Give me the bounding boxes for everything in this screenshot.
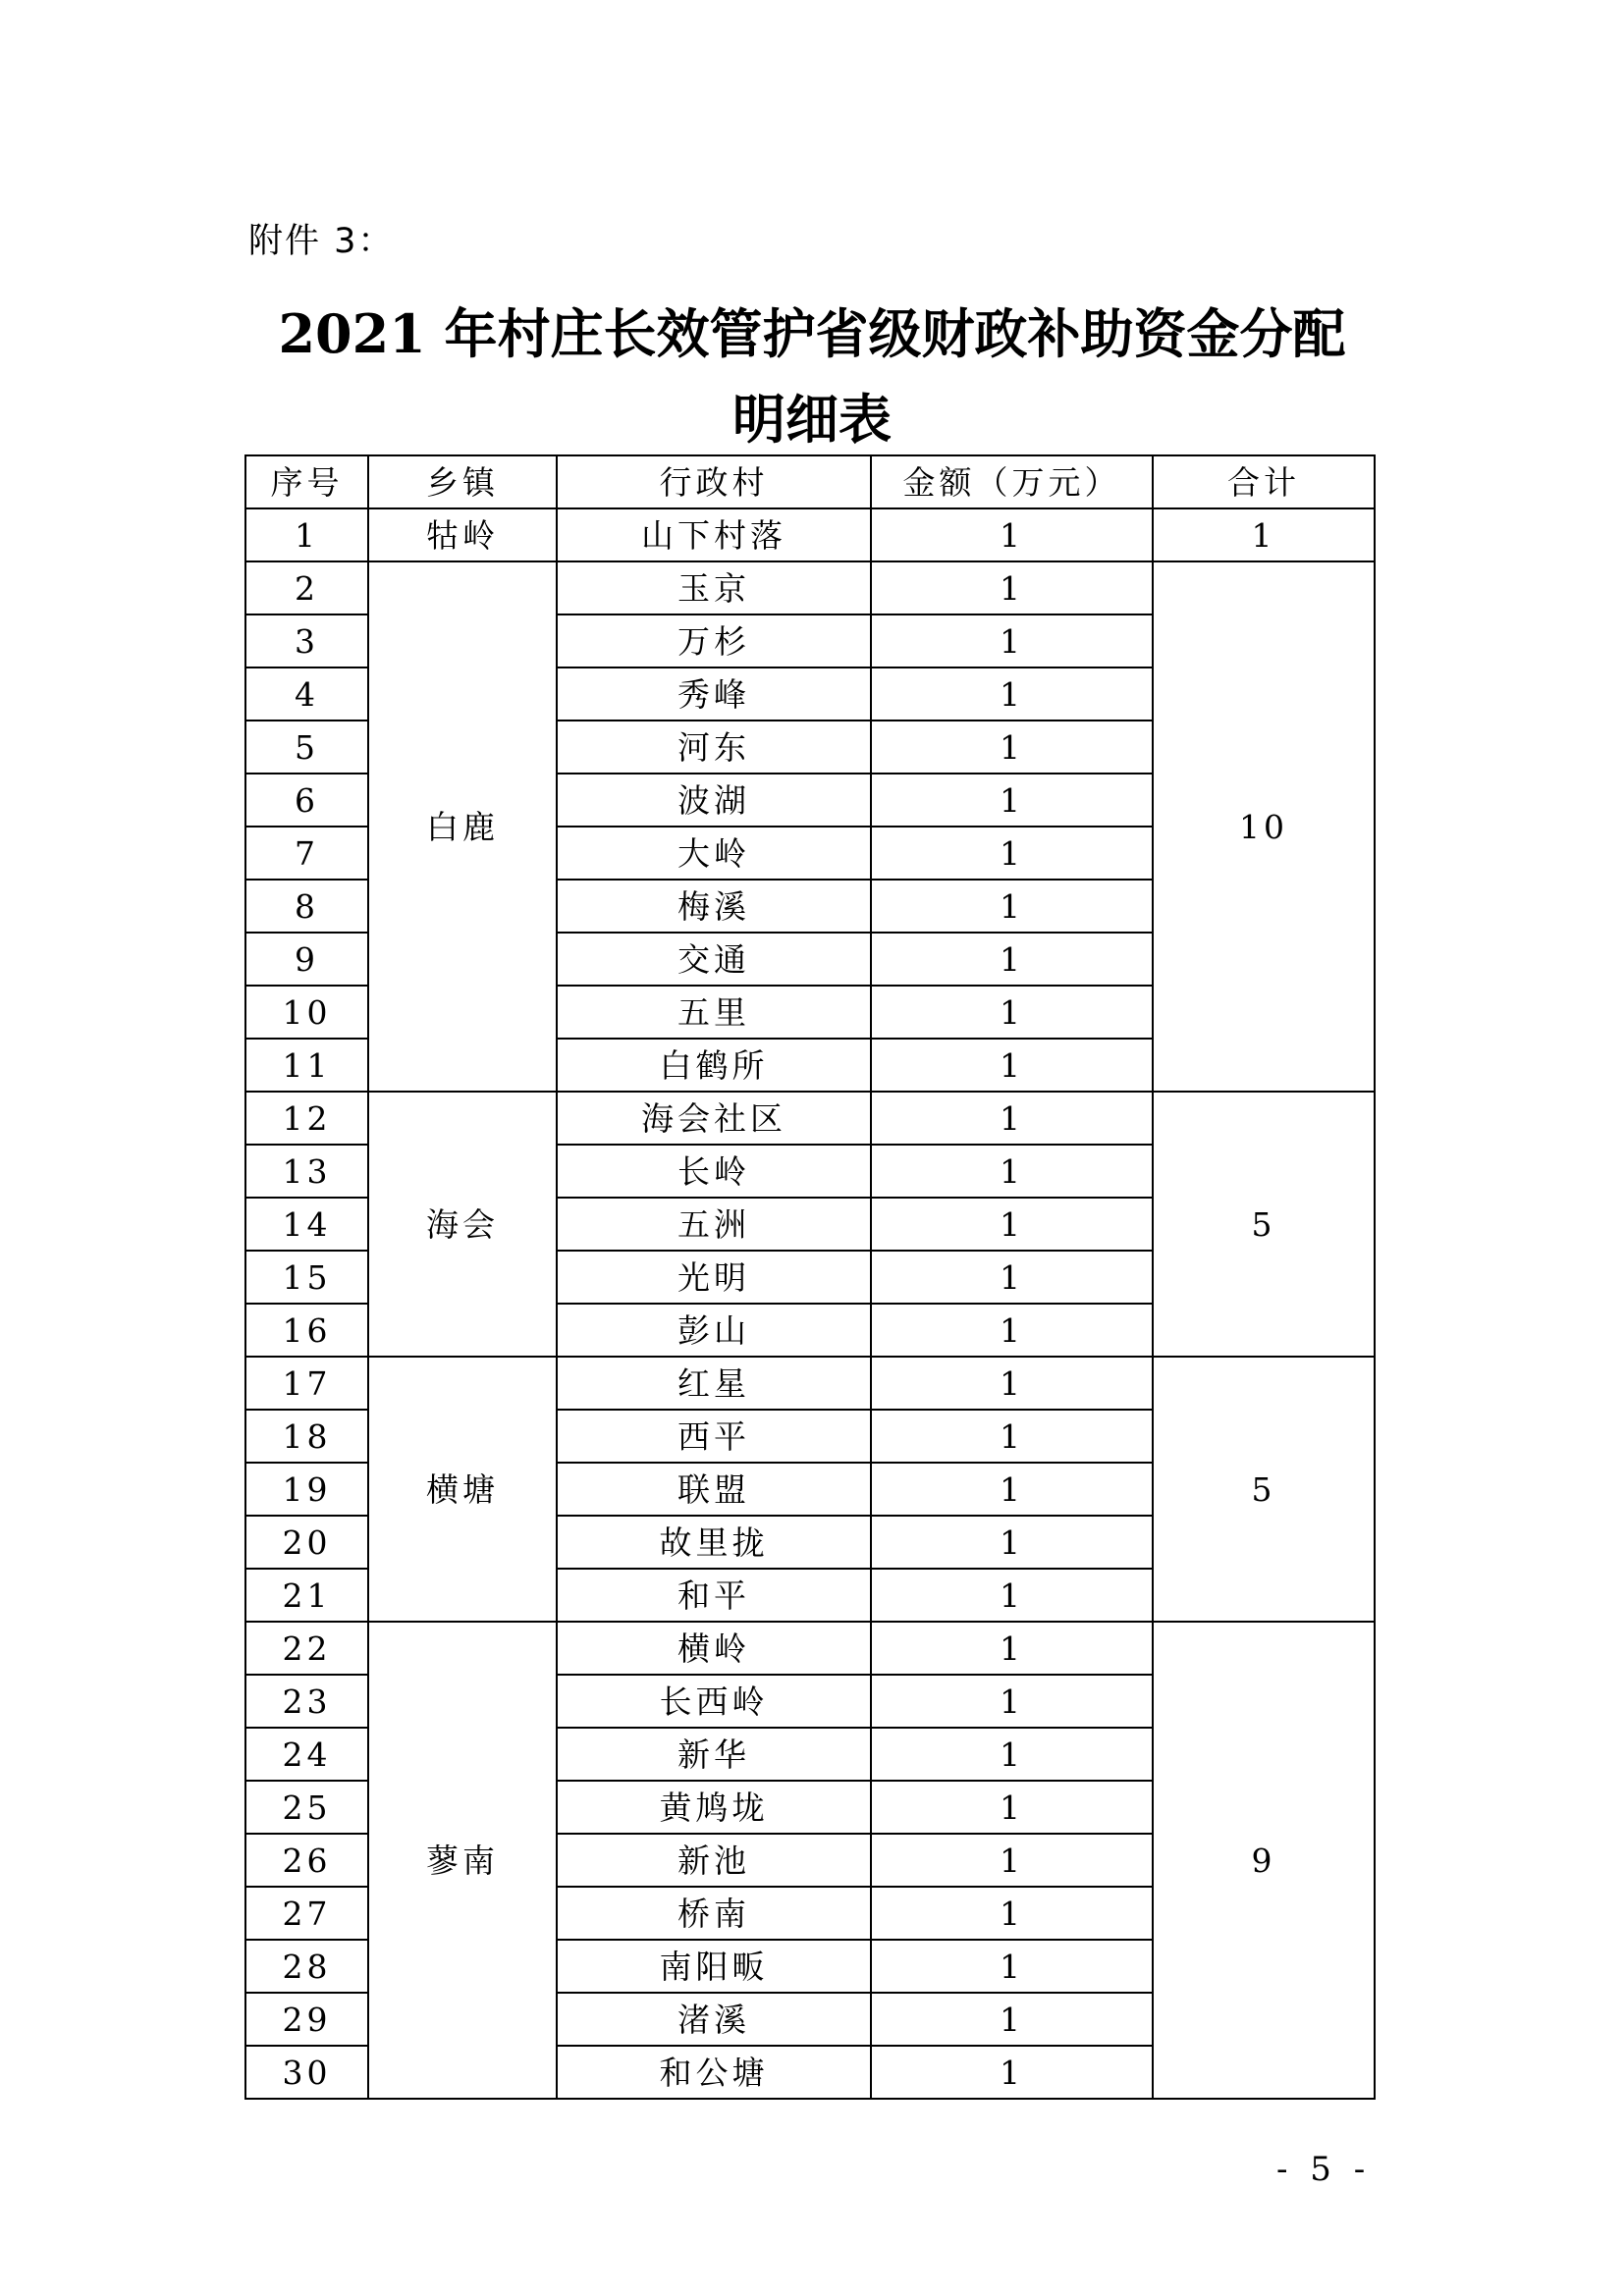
town-cell: 白鹿 [368, 561, 557, 1092]
amount-cell: 1 [871, 667, 1153, 721]
amount-cell: 1 [871, 1569, 1153, 1622]
total-cell: 5 [1153, 1357, 1375, 1622]
amount-cell: 1 [871, 1304, 1153, 1357]
amount-cell: 1 [871, 721, 1153, 774]
row-index: 25 [245, 1781, 368, 1834]
amount-cell: 1 [871, 1728, 1153, 1781]
village-cell: 梅溪 [557, 880, 871, 933]
village-cell: 西平 [557, 1410, 871, 1463]
header-total: 合计 [1153, 455, 1375, 508]
village-cell: 新华 [557, 1728, 871, 1781]
town-cell: 蓼南 [368, 1622, 557, 2099]
row-index: 10 [245, 986, 368, 1039]
amount-cell: 1 [871, 774, 1153, 827]
row-index: 13 [245, 1145, 368, 1198]
row-index: 19 [245, 1463, 368, 1516]
village-cell: 山下村落 [557, 508, 871, 561]
village-cell: 和平 [557, 1569, 871, 1622]
amount-cell: 1 [871, 1516, 1153, 1569]
village-cell: 桥南 [557, 1887, 871, 1940]
row-index: 27 [245, 1887, 368, 1940]
village-cell: 海会社区 [557, 1092, 871, 1145]
row-index: 11 [245, 1039, 368, 1092]
amount-cell: 1 [871, 1251, 1153, 1304]
row-index: 20 [245, 1516, 368, 1569]
village-cell: 交通 [557, 933, 871, 986]
row-index: 22 [245, 1622, 368, 1675]
amount-cell: 1 [871, 1781, 1153, 1834]
header-amount: 金额（万元） [871, 455, 1153, 508]
village-cell: 和公塘 [557, 2046, 871, 2099]
amount-cell: 1 [871, 1145, 1153, 1198]
row-index: 21 [245, 1569, 368, 1622]
row-index: 30 [245, 2046, 368, 2099]
row-index: 5 [245, 721, 368, 774]
village-cell: 长西岭 [557, 1675, 871, 1728]
row-index: 4 [245, 667, 368, 721]
row-index: 2 [245, 561, 368, 614]
table-row [245, 1622, 1375, 1675]
header-index: 序号 [245, 455, 368, 508]
table-header-row [245, 455, 1375, 508]
amount-cell: 1 [871, 880, 1153, 933]
village-cell: 长岭 [557, 1145, 871, 1198]
row-index: 23 [245, 1675, 368, 1728]
total-cell: 1 [1153, 508, 1375, 561]
amount-cell: 1 [871, 1410, 1153, 1463]
village-cell: 河东 [557, 721, 871, 774]
document-title-line2: 明细表 [732, 388, 892, 451]
amount-cell: 1 [871, 2046, 1153, 2099]
town-cell: 海会 [368, 1092, 557, 1357]
row-index: 14 [245, 1198, 368, 1251]
amount-cell: 1 [871, 1675, 1153, 1728]
row-index: 17 [245, 1357, 368, 1410]
row-index: 8 [245, 880, 368, 933]
amount-cell: 1 [871, 933, 1153, 986]
village-cell: 波湖 [557, 774, 871, 827]
amount-cell: 1 [871, 1834, 1153, 1887]
village-cell: 五里 [557, 986, 871, 1039]
village-cell: 南阳畈 [557, 1940, 871, 1993]
amount-cell: 1 [871, 1940, 1153, 1993]
village-cell: 故里拢 [557, 1516, 871, 1569]
amount-cell: 1 [871, 1198, 1153, 1251]
village-cell: 黄鸠垅 [557, 1781, 871, 1834]
row-index: 26 [245, 1834, 368, 1887]
amount-cell: 1 [871, 827, 1153, 880]
village-cell: 新池 [557, 1834, 871, 1887]
header-town: 乡镇 [368, 455, 557, 508]
table-row [245, 1092, 1375, 1145]
total-cell: 5 [1153, 1092, 1375, 1357]
village-cell: 大岭 [557, 827, 871, 880]
village-cell: 联盟 [557, 1463, 871, 1516]
village-cell: 光明 [557, 1251, 871, 1304]
amount-cell: 1 [871, 1622, 1153, 1675]
amount-cell: 1 [871, 508, 1153, 561]
amount-cell: 1 [871, 614, 1153, 667]
total-cell: 9 [1153, 1622, 1375, 2099]
village-cell: 秀峰 [557, 667, 871, 721]
row-index: 15 [245, 1251, 368, 1304]
row-index: 12 [245, 1092, 368, 1145]
row-index: 6 [245, 774, 368, 827]
document-title-line1: 2021 年村庄长效管护省级财政补助资金分配 [278, 302, 1346, 365]
village-cell: 渚溪 [557, 1993, 871, 2046]
amount-cell: 1 [871, 986, 1153, 1039]
village-cell: 红星 [557, 1357, 871, 1410]
amount-cell: 1 [871, 1092, 1153, 1145]
total-cell: 10 [1153, 561, 1375, 1092]
header-village: 行政村 [557, 455, 871, 508]
amount-cell: 1 [871, 1357, 1153, 1410]
table-row [245, 561, 1375, 614]
village-cell: 横岭 [557, 1622, 871, 1675]
row-index: 24 [245, 1728, 368, 1781]
town-cell: 牯岭 [368, 508, 557, 561]
village-cell: 彭山 [557, 1304, 871, 1357]
amount-cell: 1 [871, 1039, 1153, 1092]
row-index: 1 [245, 508, 368, 561]
village-cell: 白鹤所 [557, 1039, 871, 1092]
village-cell: 万杉 [557, 614, 871, 667]
row-index: 28 [245, 1940, 368, 1993]
row-index: 9 [245, 933, 368, 986]
row-index: 3 [245, 614, 368, 667]
village-cell: 玉京 [557, 561, 871, 614]
table-row [245, 1357, 1375, 1410]
table-row [245, 508, 1375, 561]
town-cell: 横塘 [368, 1357, 557, 1622]
amount-cell: 1 [871, 1463, 1153, 1516]
village-cell: 五洲 [557, 1198, 871, 1251]
row-index: 7 [245, 827, 368, 880]
allocation-table [244, 454, 1376, 2100]
row-index: 18 [245, 1410, 368, 1463]
attachment-label: 附件 3： [248, 222, 395, 261]
row-index: 16 [245, 1304, 368, 1357]
amount-cell: 1 [871, 561, 1153, 614]
amount-cell: 1 [871, 1993, 1153, 2046]
row-index: 29 [245, 1993, 368, 2046]
amount-cell: 1 [871, 1887, 1153, 1940]
page-number: - 5 - [1276, 2150, 1372, 2189]
